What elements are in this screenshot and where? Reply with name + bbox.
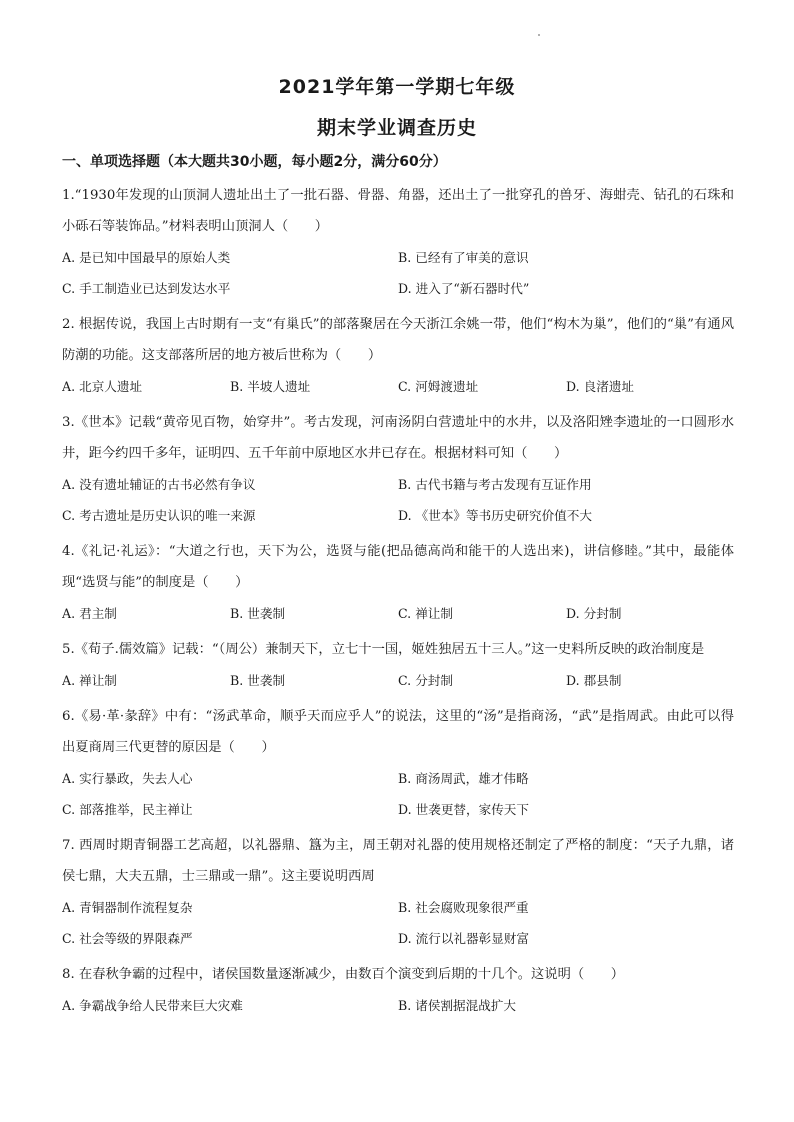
answer-option-d: D. 进入了“新石器时代” bbox=[398, 281, 530, 296]
answer-option-a: A. 北京人遗址 bbox=[62, 379, 143, 394]
question-list bbox=[62, 180, 734, 1026]
option-row bbox=[62, 794, 734, 825]
answer-option-d: D. 《世本》等书历史研究价值不大 bbox=[398, 508, 592, 523]
option-row bbox=[62, 990, 734, 1021]
answer-option-c: C. 河姆渡遗址 bbox=[398, 379, 479, 394]
option-row bbox=[62, 371, 734, 402]
option-row bbox=[62, 242, 734, 273]
question-2 bbox=[62, 309, 734, 402]
answer-option-b: B. 诸侯割据混战扩大 bbox=[398, 998, 517, 1013]
answer-option-d: D. 良渚遗址 bbox=[566, 379, 635, 394]
question-stem: 2. 根据传说，我国上古时期有一支“有巢氏”的部落聚居在今天浙江余姚一带，他们“构木为巢”，他们的“巢”有通风防潮的功能。这支部落所居的地方被后世称为（ ） bbox=[62, 317, 734, 363]
answer-option-c: C. 部落推举，民主禅让 bbox=[62, 802, 193, 817]
answer-option-a: A. 争霸战争给人民带来巨大灾难 bbox=[62, 998, 243, 1013]
answer-option-c: C. 禅让制 bbox=[398, 606, 453, 621]
option-row bbox=[62, 923, 734, 954]
question-3 bbox=[62, 407, 734, 531]
section-heading: 一、单项选择题（本大题共30小题，每小题2分，满分60分） bbox=[62, 154, 447, 170]
question-6 bbox=[62, 701, 734, 825]
question-stem: 7. 西周时期青铜器工艺高超，以礼器鼎、簋为主，周王朝对礼器的使用规格还制定了严格的制度：“天子九鼎，诸侯七鼎，大夫五鼎，士三鼎或一鼎”。这主要说明西周 bbox=[62, 838, 734, 884]
answer-option-d: D. 流行以礼器彰显财富 bbox=[398, 931, 529, 946]
option-row bbox=[62, 500, 734, 531]
answer-option-d: D. 世袭更替，家传天下 bbox=[398, 802, 529, 817]
answer-option-b: B. 商汤周武，雄才伟略 bbox=[398, 771, 529, 786]
option-row bbox=[62, 763, 734, 794]
question-stem: 3.《世本》记载“黄帝见百物，始穿井”。考古发现，河南汤阴白营遗址中的水井，以及洛阳矬李遗址的一口圆形水井，距今约四千多年，证明四、五千年前中原地区水井已存在。根据材料可知（ ） bbox=[62, 415, 734, 461]
question-stem: 5.《荀子.儒效篇》记载：“（周公）兼制天下，立七十一国，姬姓独居五十三人。”这一史料所反映的政治制度是 bbox=[62, 642, 705, 657]
answer-option-a: A. 青铜器制作流程复杂 bbox=[62, 900, 193, 915]
option-row bbox=[62, 273, 734, 304]
question-stem: 1.“1930年发现的山顶洞人遗址出土了一批石器、骨器、角器，还出土了一批穿孔的兽牙、海蚶壳、钻孔的石珠和小砾石等装饰品。”材料表明山顶洞人（ ） bbox=[62, 188, 734, 234]
answer-option-d: D. 郡县制 bbox=[566, 673, 622, 688]
answer-option-a: A. 实行暴政，失去人心 bbox=[62, 771, 193, 786]
answer-option-c: C. 手工制造业已达到发达水平 bbox=[62, 281, 231, 296]
question-5 bbox=[62, 634, 734, 696]
question-4 bbox=[62, 536, 734, 629]
option-row bbox=[62, 598, 734, 629]
answer-option-a: A. 是已知中国最早的原始人类 bbox=[62, 250, 231, 265]
answer-option-b: B. 社会腐败现象很严重 bbox=[398, 900, 529, 915]
answer-option-b: B. 已经有了审美的意识 bbox=[398, 250, 529, 265]
answer-option-c: C. 分封制 bbox=[398, 673, 453, 688]
option-row bbox=[62, 665, 734, 696]
answer-option-a: A. 没有遗址辅证的古书必然有争议 bbox=[62, 477, 256, 492]
question-stem: 6.《易·革·彖辞》中有：“汤武革命，顺乎天而应乎人”的说法，这里的“汤”是指商汤，“武”是指周武。由此可以得出夏商周三代更替的原因是（ ） bbox=[62, 709, 734, 755]
question-1 bbox=[62, 180, 734, 304]
answer-option-b: B. 世袭制 bbox=[230, 606, 286, 621]
answer-option-d: D. 分封制 bbox=[566, 606, 622, 621]
answer-option-c: C. 社会等级的界限森严 bbox=[62, 931, 193, 946]
answer-option-a: A. 禅让制 bbox=[62, 673, 117, 688]
answer-option-c: C. 考古遗址是历史认识的唯一来源 bbox=[62, 508, 256, 523]
exam-title: 2021学年第一学期七年级 bbox=[278, 76, 516, 98]
answer-option-a: A. 君主制 bbox=[62, 606, 117, 621]
option-row bbox=[62, 469, 734, 500]
option-row bbox=[62, 892, 734, 923]
question-stem: 8. 在春秋争霸的过程中，诸侯国数量逐渐减少，由数百个演变到后期的十几个。这说明（ ） bbox=[62, 967, 625, 982]
scan-dot bbox=[538, 34, 540, 36]
answer-option-b: B. 世袭制 bbox=[230, 673, 286, 688]
answer-option-b: B. 半坡人遗址 bbox=[230, 379, 311, 394]
exam-subtitle: 期末学业调查历史 bbox=[316, 117, 477, 139]
answer-option-b: B. 古代书籍与考古发现有互证作用 bbox=[398, 477, 592, 492]
question-stem: 4.《礼记·礼运》：“大道之行也，天下为公，选贤与能(把品德高尚和能干的人选出来)，讲信修睦。”其中，最能体现“选贤与能”的制度是（ ） bbox=[62, 544, 734, 590]
question-8 bbox=[62, 959, 734, 1021]
question-7 bbox=[62, 830, 734, 954]
